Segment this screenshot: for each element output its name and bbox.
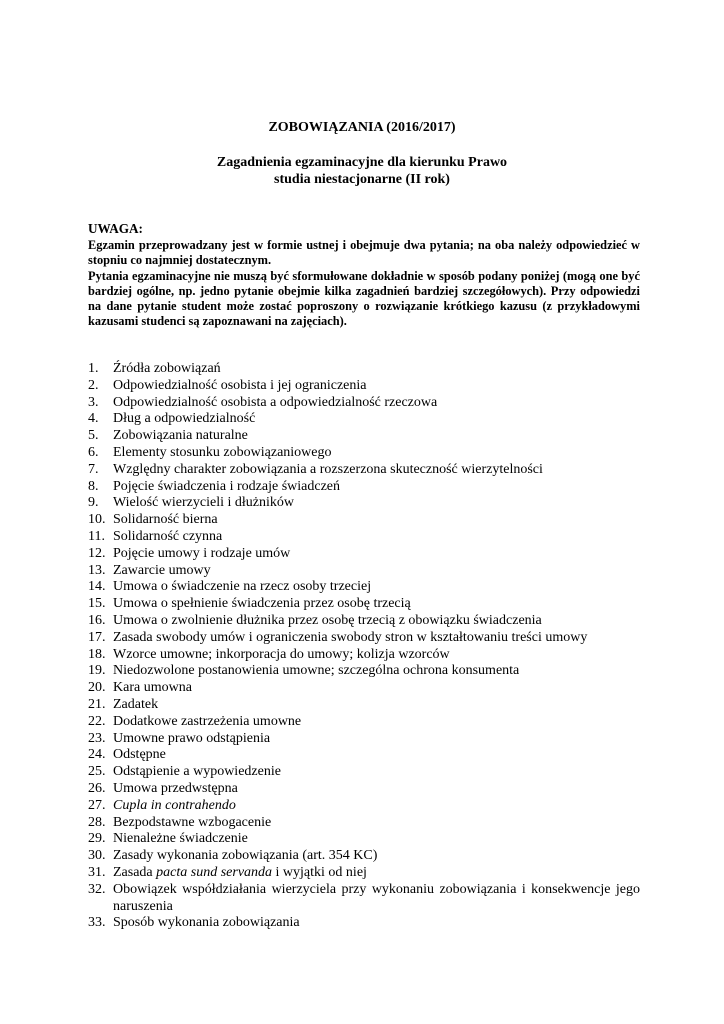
list-item: [88, 714, 640, 731]
list-item: [88, 613, 640, 630]
list-item: [88, 512, 640, 529]
item-text: Zobowiązania naturalne: [113, 428, 248, 444]
item-text: Bezpodstawne wzbogacenie: [113, 814, 272, 830]
list-item: [88, 647, 640, 664]
item-number: 20.: [88, 680, 106, 696]
item-number: 19.: [88, 663, 106, 679]
item-number: 12.: [88, 545, 106, 561]
list-item: [88, 378, 640, 395]
list-item: [88, 428, 640, 445]
item-text: [113, 865, 640, 882]
item-number: 13.: [88, 562, 106, 578]
list-item: [88, 764, 640, 781]
item-number: 24.: [88, 747, 106, 763]
item-text: Źródła zobowiązań: [113, 361, 221, 376]
item-text: Elementy stosunku zobowiązaniowego: [113, 444, 332, 460]
list-item: [88, 479, 640, 496]
item-number: 5.: [88, 428, 99, 444]
list-item: [88, 529, 640, 546]
list-item: [88, 630, 640, 647]
list-item: [88, 395, 640, 412]
notice-heading: UWAGA:: [88, 221, 143, 236]
item-number: 10.: [88, 512, 106, 528]
item-number: 2.: [88, 377, 99, 393]
notice-section: [88, 221, 640, 330]
item-text: Względny charakter zobowiązania a rozszerzona skuteczność wierzytelności: [113, 461, 543, 477]
item-text: Umowne prawo odstąpienia: [113, 730, 271, 746]
list-item: [88, 731, 640, 748]
item-number: 18.: [88, 646, 106, 662]
item-text: Umowa przedwstępna: [113, 780, 238, 796]
list-item: [88, 445, 640, 462]
item-number: 16.: [88, 612, 106, 628]
notice-paragraph-1: Egzamin przeprowadzany jest w formie ustnej i obejmuje dwa pytania; na oba należy odpowiedzieć w stopniu co najmniej dostatecznym.: [88, 238, 640, 268]
item-text: Solidarność czynna: [113, 528, 223, 544]
list-item: [88, 848, 640, 865]
list-item: [88, 747, 640, 764]
item-text: Pojęcie świadczenia i rodzaje świadczeń: [113, 478, 341, 494]
item-text: Wielość wierzycieli i dłużników: [113, 495, 294, 511]
item-number: 14.: [88, 579, 106, 595]
list-item: [88, 596, 640, 613]
item-text: Kara umowna: [113, 680, 192, 696]
item-text-part: Zasada: [113, 864, 157, 880]
list-item: [88, 781, 640, 798]
item-text: Zadatek: [113, 696, 159, 712]
item-number: 29.: [88, 831, 106, 847]
item-number: 7.: [88, 461, 99, 477]
item-text: Pojęcie umowy i rodzaje umów: [113, 545, 291, 561]
item-number: 22.: [88, 713, 106, 729]
item-number: 11.: [88, 528, 105, 544]
list-item: [88, 915, 640, 932]
topics-list: [88, 361, 640, 932]
item-number: 30.: [88, 848, 106, 864]
item-text: Cupla in contrahendo: [113, 797, 236, 813]
list-item: [88, 798, 640, 815]
item-text: Niedozwolone postanowienia umowne; szczególna ochrona konsumenta: [113, 663, 520, 679]
subtitle-line-1: Zagadnienia egzaminacyjne dla kierunku Prawo: [216, 155, 508, 170]
list-item: [88, 815, 640, 832]
item-text: Umowa o spełnienie świadczenia przez osobę trzecią: [113, 596, 411, 612]
item-text: Nienależne świadczenie: [113, 831, 248, 847]
item-text: Dodatkowe zastrzeżenia umowne: [113, 713, 302, 729]
item-text: Dług a odpowiedzialność: [113, 411, 256, 427]
item-text: Wzorce umowne; inkorporacja do umowy; kolizja wzorców: [113, 646, 450, 662]
item-text: Odstępne: [113, 747, 166, 763]
list-item: [88, 546, 640, 563]
item-number: 32.: [88, 881, 106, 897]
item-text: Obowiązek współdziałania wierzyciela przy wykonaniu zobowiązania i konsekwencje jego naruszenia: [113, 881, 640, 914]
list-item: [88, 579, 640, 596]
item-number: 15.: [88, 596, 106, 612]
item-number: 6.: [88, 444, 99, 460]
item-text-italic: pacta sund servanda: [156, 864, 273, 880]
list-item: [88, 680, 640, 697]
item-number: 28.: [88, 814, 106, 830]
item-text: Odstąpienie a wypowiedzenie: [113, 764, 281, 780]
item-text: Sposób wykonania zobowiązania: [113, 915, 300, 931]
list-item: [88, 831, 640, 848]
item-number: 31.: [88, 864, 106, 880]
list-item: [88, 882, 640, 916]
list-item: [88, 697, 640, 714]
document-title: ZOBOWIĄZANIA (2016/2017): [268, 120, 456, 135]
item-number: 27.: [88, 797, 106, 813]
item-number: 4.: [88, 411, 99, 427]
item-number: 33.: [88, 915, 106, 931]
list-item: [88, 361, 640, 378]
list-item: [88, 411, 640, 428]
item-text: Solidarność bierna: [113, 512, 218, 528]
item-text: Umowa o zwolnienie dłużnika przez osobę trzecią z obowiązku świadczenia: [113, 612, 542, 628]
subtitle-line-2: studia niestacjonarne (II rok): [274, 172, 450, 187]
item-number: 1.: [88, 361, 99, 376]
item-number: 8.: [88, 478, 99, 494]
item-text: Zawarcie umowy: [113, 562, 211, 578]
notice-paragraph-2: Pytania egzaminacyjne nie muszą być sformułowane dokładnie w sposób podany poniżej (mogą one być bardziej ogólne, np. jedno pytanie obejmie kilka zagadnień bardziej szczegółowych). Przy odpowiedzi na dane pytanie student może zostać poproszony o rozwiązanie krótkiego kazusu (z przykładowymi kazusami studenci są zapoznawani na zajęciach).: [88, 268, 640, 329]
list-item: [88, 563, 640, 580]
list-item: [88, 663, 640, 680]
document-subtitle: [0, 154, 724, 188]
item-text: Odpowiedzialność osobista a odpowiedzialność rzeczowa: [113, 394, 438, 410]
item-number: 23.: [88, 730, 106, 746]
item-text-part: i wyjątki od niej: [272, 864, 367, 880]
item-text: Zasada swobody umów i ograniczenia swobody stron w kształtowaniu treści umowy: [113, 629, 588, 645]
item-number: 26.: [88, 780, 106, 796]
item-text: Odpowiedzialność osobista i jej ograniczenia: [113, 377, 367, 393]
list-item: [88, 462, 640, 479]
item-number: 9.: [88, 495, 99, 511]
list-item: [88, 495, 640, 512]
item-number: 25.: [88, 764, 106, 780]
item-text: Umowa o świadczenie na rzecz osoby trzeciej: [113, 579, 372, 595]
item-number: 3.: [88, 394, 99, 410]
list-item: [88, 865, 640, 882]
item-number: 17.: [88, 629, 106, 645]
item-text: Zasady wykonania zobowiązania (art. 354 KC): [113, 848, 378, 864]
item-number: 21.: [88, 696, 106, 712]
